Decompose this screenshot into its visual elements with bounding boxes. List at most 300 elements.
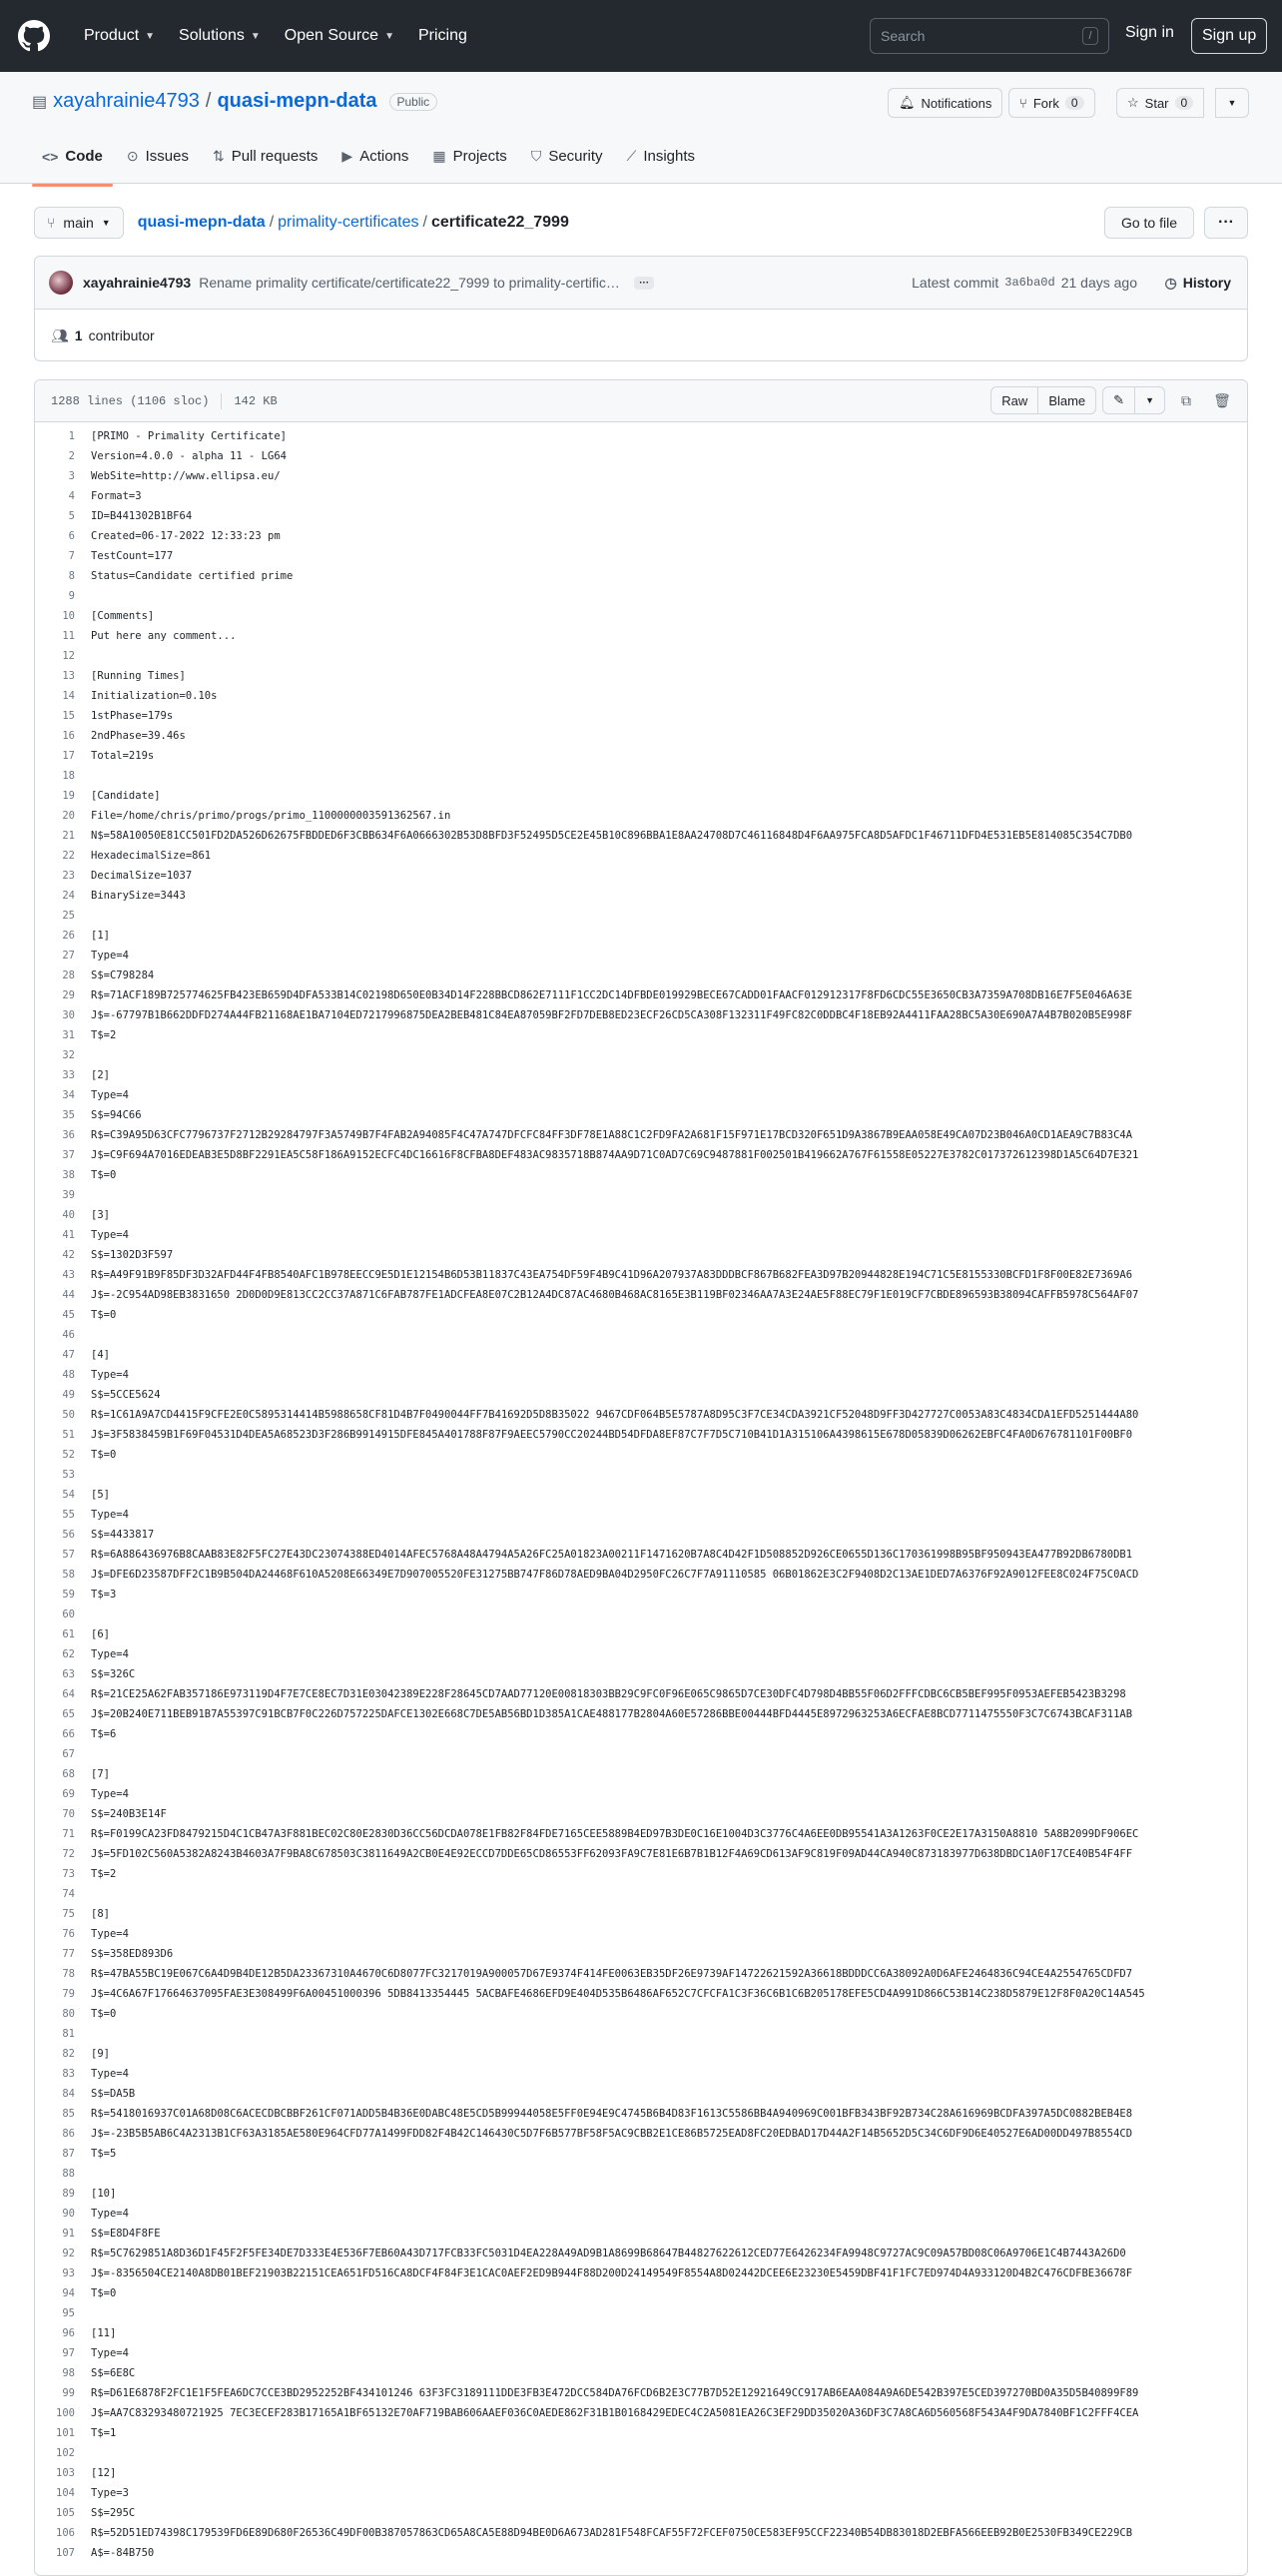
code-line xyxy=(35,1345,1247,1365)
code-line xyxy=(35,946,1247,966)
path-separator: / xyxy=(269,214,275,231)
line-content: [4] xyxy=(91,1349,110,1361)
line-number[interactable]: 106 xyxy=(56,2527,75,2539)
line-number[interactable]: 83 xyxy=(62,2068,75,2080)
line-number[interactable]: 22 xyxy=(62,850,75,862)
line-number[interactable]: 47 xyxy=(62,1349,75,1361)
line-number[interactable]: 84 xyxy=(62,2088,75,2100)
notifications-button[interactable] xyxy=(888,88,1002,118)
fork-count: 0 xyxy=(1065,96,1084,110)
line-number[interactable]: 56 xyxy=(62,1529,75,1541)
code-line xyxy=(35,2403,1247,2423)
line-content: J$=-67797B1B662DDFD274A44FB21168AE1BA7104ED7217996875DEA2BEB481C84EA87059BF2FD7DEB8ED23ECF26CD5CA308F132311F49FC82C0DDBC4F18EB92A4411FAA28BC5A30E690A7A4B7B020B5E998F xyxy=(91,1009,1133,1021)
code-line xyxy=(35,1704,1247,1724)
line-number[interactable]: 67 xyxy=(62,1748,75,1760)
line-content: R$=6A886436976B8CAAB83E82F5FC27E43DC23074388ED4014AFEC5768A48A4794A5A26FC25A01823A00211F1471620B7A8C4D42F1D508852D926CE0655D136C170361998B95BF950943EA477B92DB6780DB1 xyxy=(91,1549,1133,1561)
line-content: [PRIMO - Primality Certificate] xyxy=(91,430,287,442)
line-content: Type=4 xyxy=(91,1369,129,1381)
line-number[interactable]: 98 xyxy=(62,2367,75,2379)
line-content: Type=3 xyxy=(91,2487,129,2499)
line-content: S$=295C xyxy=(91,2507,136,2519)
path-separator: / xyxy=(422,214,427,231)
code-line xyxy=(35,686,1247,706)
code-line xyxy=(35,746,1247,766)
line-number[interactable]: 23 xyxy=(62,870,75,882)
search-input[interactable] xyxy=(881,28,1060,44)
line-content: TestCount=177 xyxy=(91,550,174,562)
code-line xyxy=(35,866,1247,886)
line-number[interactable]: 4 xyxy=(68,490,75,502)
nav-product[interactable] xyxy=(74,19,165,53)
code-line xyxy=(35,1225,1247,1245)
line-number[interactable]: 78 xyxy=(62,1968,75,1980)
code-line xyxy=(35,1984,1247,2004)
line-number[interactable]: 105 xyxy=(56,2507,75,2519)
line-number[interactable]: 43 xyxy=(62,1269,75,1281)
code-line xyxy=(35,1624,1247,1644)
line-content: Type=4 xyxy=(91,2208,129,2220)
code-line xyxy=(35,1924,1247,1944)
tab-security[interactable] xyxy=(521,142,613,175)
tab-projects[interactable] xyxy=(422,142,516,175)
line-number[interactable]: 81 xyxy=(62,2028,75,2040)
line-number[interactable]: 30 xyxy=(62,1009,75,1021)
line-number[interactable]: 52 xyxy=(62,1449,75,1461)
code-line xyxy=(35,1365,1247,1385)
line-number[interactable]: 75 xyxy=(62,1908,75,1920)
line-number[interactable]: 3 xyxy=(68,470,75,482)
more-options-button[interactable]: ··· xyxy=(1204,207,1248,239)
line-number[interactable]: 19 xyxy=(62,790,75,802)
line-number[interactable]: 104 xyxy=(56,2487,75,2499)
edit-dropdown-button[interactable] xyxy=(1135,386,1165,414)
tab-actions[interactable] xyxy=(331,142,418,175)
line-number[interactable]: 51 xyxy=(62,1429,75,1441)
line-number[interactable]: 60 xyxy=(62,1609,75,1620)
line-content: [6] xyxy=(91,1628,110,1640)
edit-group xyxy=(1102,386,1165,414)
line-number[interactable]: 25 xyxy=(62,910,75,922)
line-number[interactable]: 24 xyxy=(62,890,75,902)
line-content: J$=3F5838459B1F69F04531D4DEA5A68523D3F286B9914915DFE845A401788F87F9AEEC5790CC20244BD54DFDA8EF87C7F7D5C710B41D1A315106A4398615E678D05839D06262EBFC4FA0D676781101F00BF0 xyxy=(91,1429,1133,1441)
line-number[interactable]: 64 xyxy=(62,1688,75,1700)
line-number[interactable]: 97 xyxy=(62,2347,75,2359)
line-content: Initialization=0.10s xyxy=(91,690,218,702)
code-line xyxy=(35,1864,1247,1884)
line-content: R$=D61E6878F2FC1E1F5FEA6DC7CCE3BD2952252BF434101246 63F3FC3189111DDE3FB3E472DCC584DA76FCD6B2E3C77B7D52E12921649CC917AB6EAA084A9A6DE542B397E5CED397270BD0A35D5B40899F89 xyxy=(91,2387,1139,2399)
code-line xyxy=(35,666,1247,686)
line-number[interactable]: 15 xyxy=(62,710,75,722)
line-content: Put here any comment... xyxy=(91,630,237,642)
line-content: [5] xyxy=(91,1489,110,1501)
tab-label: Issues xyxy=(145,148,189,165)
line-number[interactable]: 1 xyxy=(68,430,75,442)
line-content: J$=20B240E711BEB91B7A55397C91BCB7F0C226D757225DAFCE1302E668C7DE5AB56BD1D385A1CAE488177B2804A60E57286BBE00444BFD4445E8972963253A6ECFAE8BCD7711475550F3C7C6743BCAF311AB xyxy=(91,1708,1133,1720)
line-content: S$=C798284 xyxy=(91,969,155,981)
line-number[interactable]: 101 xyxy=(56,2427,75,2439)
chevron-down-icon: ▼ xyxy=(1145,395,1154,405)
line-content: DecimalSize=1037 xyxy=(91,870,193,882)
line-number[interactable]: 85 xyxy=(62,2108,75,2120)
code-line xyxy=(35,1005,1247,1025)
line-number[interactable]: 89 xyxy=(62,2188,75,2200)
code-line xyxy=(35,546,1247,566)
line-number[interactable]: 77 xyxy=(62,1948,75,1960)
code-line xyxy=(35,1385,1247,1405)
line-content: J$=DFE6D23587DFF2C1B9B504DA24468F610A5208E66349E7D907005520FE31275BB747F86D78AED9BA04D2950FC26C7F7A91110585 06B01862E3C2F9408D2C13AE1DED7A6376F92A9012FEE8C024F75C0ACD xyxy=(91,1569,1139,1581)
code-line xyxy=(35,1585,1247,1605)
tab-code[interactable] xyxy=(32,142,113,175)
code-line xyxy=(35,1425,1247,1445)
line-number[interactable]: 58 xyxy=(62,1569,75,1581)
code-line xyxy=(35,706,1247,726)
star-label: Star xyxy=(1144,95,1169,111)
line-number[interactable]: 10 xyxy=(62,610,75,622)
line-content: R$=71ACF189B725774625FB423EB659D4DFA533B14C02198D650E0B34D14F228BBCD862E7111F1CC2DC14DFBDE019929BECE67CADD01FAACF012912317F8FD6CDC55E3650CB3A7359A708DB16E7F5E046A63E xyxy=(91,989,1133,1001)
line-content: N$=58A10050E81CC501FD2DA526D62675FBDDED6F3CBB634F6A0666302B53D8BFD3F52495D5CE2E45B10C896BBA1E8AA24708D7C46116848D4F6AA975FCA8D5AFDC1F46711DFD4E531EB5E814085C354C7DB0 xyxy=(91,830,1133,842)
repository-header xyxy=(0,72,1282,184)
line-number[interactable]: 34 xyxy=(62,1089,75,1101)
line-number[interactable]: 107 xyxy=(56,2547,75,2559)
line-content: R$=47BA55BC19E067C6A4D9B4DE12B5DA23367310A4670C6D8077FC3217019A900057D67E9374F414FE0063EB35DF26E9739AF14722621592A36618BDDDCC6A38092A0D6AFE2464836C94CE4A2554765CDFD7 xyxy=(91,1968,1133,1980)
line-number[interactable]: 59 xyxy=(62,1589,75,1601)
code-line xyxy=(35,2383,1247,2403)
line-number[interactable]: 2 xyxy=(68,450,75,462)
line-number[interactable]: 39 xyxy=(62,1189,75,1201)
branch-selector[interactable] xyxy=(34,207,124,239)
code-line xyxy=(35,2164,1247,2184)
code-line xyxy=(35,966,1247,985)
line-content xyxy=(85,1744,91,1764)
line-content: T$=6 xyxy=(91,1728,117,1740)
chevron-down-icon: ▼ xyxy=(1227,98,1237,108)
line-number[interactable]: 94 xyxy=(62,2287,75,2299)
line-number[interactable]: 35 xyxy=(62,1109,75,1121)
breadcrumb xyxy=(138,214,569,232)
contributors-count: 1 xyxy=(74,327,83,343)
line-number[interactable]: 16 xyxy=(62,730,75,742)
path-separator: / xyxy=(205,90,212,112)
nav-label: Product xyxy=(84,27,140,44)
code-line xyxy=(35,586,1247,606)
code-line xyxy=(35,2443,1247,2463)
line-number[interactable]: 26 xyxy=(62,930,75,942)
line-content: R$=5418016937C01A68D08C6ACECDBCBBF261CF071ADD5B4B36E0DABC48E5CD5B99944058E5FF0E94E9C4745B6B4D83F1613C5586BB4A940969C001BFB343BF92B734C28A616969BCDFA397A5DC0882BEB4E8 xyxy=(91,2108,1133,2120)
line-content: S$=240B3E14F xyxy=(91,1808,167,1820)
line-content: R$=5C7629851A8D36D1F45F2F5FE34DE7D333E4E536F7EB60A43D717FCB33FC5031D4EA228A49AD9B1A8699B68647B44827622612CED77E6426234FA9948C9727AC9C09A57BD08C06A9706E1C4B7443A26D0 xyxy=(91,2248,1126,2259)
line-number[interactable]: 61 xyxy=(62,1628,75,1640)
history-icon: ◷ xyxy=(1164,274,1177,291)
line-number[interactable]: 57 xyxy=(62,1549,75,1561)
line-number[interactable]: 28 xyxy=(62,969,75,981)
code-line xyxy=(35,1605,1247,1624)
code-line xyxy=(35,526,1247,546)
search-box[interactable] xyxy=(870,18,1109,54)
line-number[interactable]: 44 xyxy=(62,1289,75,1301)
code-line xyxy=(35,1804,1247,1824)
code-line xyxy=(35,1744,1247,1764)
line-number[interactable]: 82 xyxy=(62,2048,75,2060)
commit-message[interactable]: Rename primality certificate/certificate22_7999 to primality-certific… xyxy=(199,275,620,291)
code-line xyxy=(35,1724,1247,1744)
line-content: Type=4 xyxy=(91,950,129,962)
line-number[interactable]: 63 xyxy=(62,1668,75,1680)
line-content: J$=-23B5B5AB6C4A2313B1CF63A3185AE580E964CFD77A1499FDD82F4B42C146430C5D7F6B577BF58F5AC9CBB2E1CE86B5725EAD8FC20EDBAD17D44A2F14B5652D5C34C6DF9D6E40527E6AD00DD497B8554CD xyxy=(91,2128,1133,2140)
line-number[interactable]: 99 xyxy=(62,2387,75,2399)
line-content xyxy=(85,646,91,666)
people-icon: 👥︎ xyxy=(51,326,69,343)
code-line xyxy=(35,1764,1247,1784)
line-content xyxy=(85,1465,91,1485)
tab-pull-requests[interactable] xyxy=(203,142,327,175)
line-number[interactable]: 8 xyxy=(68,570,75,582)
sign-in-link[interactable]: Sign in xyxy=(1125,24,1174,41)
line-content: S$=94C66 xyxy=(91,1109,142,1121)
line-content: J$=C9F694A7016EDEAB3E5D8BF2291EA5C58F186A9152ECFC4DC16616F8CFBA8DEF483AC9835718B874AA9D71C0AD7C69C9487881F002501B419662A767F61558E05227E3782C017372612398D1A5C64D7E321 xyxy=(91,1149,1139,1161)
commit-author[interactable]: xayahrainie4793 xyxy=(83,275,192,291)
line-content: HexadecimalSize=861 xyxy=(91,850,212,862)
line-content: S$=E8D4F8FE xyxy=(91,2228,161,2240)
code-line xyxy=(35,2543,1247,2563)
copy-icon[interactable]: ⧉ xyxy=(1181,391,1191,408)
code-line xyxy=(35,1684,1247,1704)
code-line xyxy=(35,2483,1247,2503)
line-number[interactable]: 33 xyxy=(62,1069,75,1081)
line-number[interactable]: 7 xyxy=(68,550,75,562)
go-to-file-button[interactable]: Go to file xyxy=(1104,207,1194,239)
line-number[interactable]: 11 xyxy=(62,630,75,642)
line-content xyxy=(85,586,91,606)
line-number[interactable]: 20 xyxy=(62,810,75,822)
tab-label: Projects xyxy=(452,148,507,165)
code-line xyxy=(35,1045,1247,1065)
line-number[interactable]: 102 xyxy=(56,2447,75,2459)
line-content: S$=5CCE5624 xyxy=(91,1389,161,1401)
tab-insights[interactable] xyxy=(617,142,706,175)
chevron-down-icon: ▼ xyxy=(384,30,394,42)
expand-commit-message-button[interactable]: ··· xyxy=(634,277,654,290)
line-number[interactable]: 87 xyxy=(62,2148,75,2160)
line-number[interactable]: 32 xyxy=(62,1049,75,1061)
code-line xyxy=(35,1465,1247,1485)
line-number[interactable]: 66 xyxy=(62,1728,75,1740)
code-line xyxy=(35,1165,1247,1185)
line-number[interactable]: 18 xyxy=(62,770,75,782)
file-header xyxy=(35,380,1247,422)
line-number[interactable]: 69 xyxy=(62,1788,75,1800)
line-number[interactable]: 55 xyxy=(62,1509,75,1521)
line-content: Type=4 xyxy=(91,1509,129,1521)
line-number[interactable]: 13 xyxy=(62,670,75,682)
line-number[interactable]: 46 xyxy=(62,1329,75,1341)
line-number[interactable]: 38 xyxy=(62,1169,75,1181)
edit-file-button[interactable] xyxy=(1102,386,1135,414)
bell-icon: 🔔︎ xyxy=(899,95,916,110)
code-line xyxy=(35,2303,1247,2323)
star-dropdown-button[interactable] xyxy=(1215,88,1249,118)
sign-up-button[interactable]: Sign up xyxy=(1191,18,1267,54)
line-number[interactable]: 40 xyxy=(62,1209,75,1221)
fork-button[interactable] xyxy=(1008,88,1095,118)
code-line xyxy=(35,1664,1247,1684)
code-line xyxy=(35,1824,1247,1844)
code-line xyxy=(35,2263,1247,2283)
code-line xyxy=(35,1305,1247,1325)
line-number[interactable]: 21 xyxy=(62,830,75,842)
contributors-link[interactable] xyxy=(35,310,1247,361)
code-line xyxy=(35,2463,1247,2483)
history-button[interactable] xyxy=(1165,275,1231,292)
file-line-count: 1288 lines (1106 sloc) xyxy=(51,393,210,408)
code-line xyxy=(35,1125,1247,1145)
blame-button[interactable]: Blame xyxy=(1038,386,1096,414)
nav-open-source[interactable] xyxy=(275,19,404,53)
github-logo-icon[interactable] xyxy=(18,20,50,52)
line-content: R$=21CE25A62FAB357186E973119D4F7E7CE8EC7D31E03042389E228F28645CD7AAD77120E00818303BB29C9FC0F96E065C9865D7CE30DFC4D798D4BB55F06D2FFFCDBC6CB5BEF995F0953AEFEB5423B3298 xyxy=(91,1688,1126,1700)
line-number[interactable]: 36 xyxy=(62,1129,75,1141)
line-number[interactable]: 53 xyxy=(62,1469,75,1481)
code-line xyxy=(35,1325,1247,1345)
file-viewer xyxy=(34,379,1248,2576)
line-content: S$=DA5B xyxy=(91,2088,136,2100)
code-line xyxy=(35,1485,1247,1505)
code-line xyxy=(35,1025,1247,1045)
line-content xyxy=(85,766,91,786)
line-number[interactable]: 92 xyxy=(62,2248,75,2259)
chevron-down-icon: ▼ xyxy=(145,30,156,42)
tab-issues[interactable] xyxy=(117,142,199,175)
line-number[interactable]: 45 xyxy=(62,1309,75,1321)
line-number[interactable]: 9 xyxy=(68,590,75,602)
line-number[interactable]: 79 xyxy=(62,1988,75,2000)
code-line xyxy=(35,506,1247,526)
line-number[interactable]: 68 xyxy=(62,1768,75,1780)
fork-icon: ⑂ xyxy=(1019,95,1027,111)
nav-solutions[interactable] xyxy=(169,19,271,53)
line-content: [3] xyxy=(91,1209,110,1221)
code-line xyxy=(35,446,1247,466)
line-content: S$=358ED893D6 xyxy=(91,1948,174,1960)
line-number[interactable]: 49 xyxy=(62,1389,75,1401)
repo-owner-link[interactable]: xayahrainie4793 xyxy=(53,90,200,112)
line-number[interactable]: 88 xyxy=(62,2168,75,2180)
line-number[interactable]: 48 xyxy=(62,1369,75,1381)
line-number[interactable]: 95 xyxy=(62,2307,75,2319)
line-number[interactable]: 29 xyxy=(62,989,75,1001)
code-line xyxy=(35,1265,1247,1285)
line-number[interactable]: 71 xyxy=(62,1828,75,1840)
line-content: Type=4 xyxy=(91,1928,129,1940)
line-number[interactable]: 103 xyxy=(56,2467,75,2479)
code-line xyxy=(35,2363,1247,2383)
line-content: T$=0 xyxy=(91,1449,117,1461)
code-line xyxy=(35,1565,1247,1585)
line-content xyxy=(85,906,91,926)
line-number[interactable]: 100 xyxy=(56,2407,75,2419)
code-line xyxy=(35,2503,1247,2523)
line-content: T$=2 xyxy=(91,1029,117,1041)
code-line xyxy=(35,1065,1247,1085)
line-content: [7] xyxy=(91,1768,110,1780)
branch-icon: ⑂ xyxy=(47,215,56,231)
branch-name: main xyxy=(63,215,94,231)
file-size: 142 KB xyxy=(234,393,278,408)
line-number[interactable]: 90 xyxy=(62,2208,75,2220)
commit-sha-link[interactable]: 3a6ba0d xyxy=(1004,276,1055,290)
code-line xyxy=(35,1405,1247,1425)
line-number[interactable]: 86 xyxy=(62,2128,75,2140)
code-line xyxy=(35,2283,1247,2303)
avatar[interactable] xyxy=(49,271,73,295)
code-line xyxy=(35,1245,1247,1265)
line-number[interactable]: 42 xyxy=(62,1249,75,1261)
line-number[interactable]: 62 xyxy=(62,1648,75,1660)
shield-icon: ⛉ xyxy=(530,148,542,164)
line-number[interactable]: 72 xyxy=(62,1848,75,1860)
line-number[interactable]: 76 xyxy=(62,1928,75,1940)
repo-icon: ▤ xyxy=(32,93,48,111)
line-content: T$=0 xyxy=(91,1309,117,1321)
code-line xyxy=(35,426,1247,446)
line-number[interactable]: 93 xyxy=(62,2267,75,2279)
line-content: S$=1302D3F597 xyxy=(91,1249,174,1261)
line-number[interactable]: 27 xyxy=(62,950,75,962)
nav-label: Solutions xyxy=(179,27,245,44)
line-content: Status=Candidate certified prime xyxy=(91,570,294,582)
line-content xyxy=(85,1325,91,1345)
breadcrumb-repo-link[interactable]: quasi-mepn-data xyxy=(137,214,266,231)
line-number[interactable]: 17 xyxy=(62,750,75,762)
line-number[interactable]: 37 xyxy=(62,1149,75,1161)
trash-icon[interactable]: 🗑︎ xyxy=(1213,391,1231,408)
nav-pricing[interactable] xyxy=(408,19,477,53)
line-number[interactable]: 14 xyxy=(62,690,75,702)
code-line xyxy=(35,2044,1247,2064)
line-number[interactable]: 80 xyxy=(62,2008,75,2020)
repo-tabs xyxy=(32,142,705,175)
line-content: Type=4 xyxy=(91,2068,129,2080)
line-number[interactable]: 70 xyxy=(62,1808,75,1820)
repo-name-link[interactable]: quasi-mepn-data xyxy=(217,90,377,112)
line-number[interactable]: 41 xyxy=(62,1229,75,1241)
line-content: T$=5 xyxy=(91,2148,117,2160)
line-content: [Running Times] xyxy=(91,670,186,682)
line-number[interactable]: 12 xyxy=(62,650,75,662)
raw-button[interactable]: Raw xyxy=(990,386,1038,414)
code-line xyxy=(35,726,1247,746)
breadcrumb-dir-link[interactable]: primality-certificates xyxy=(278,214,419,231)
line-number[interactable]: 96 xyxy=(62,2327,75,2339)
star-button[interactable] xyxy=(1116,88,1204,118)
line-number[interactable]: 91 xyxy=(62,2228,75,2240)
line-number[interactable]: 31 xyxy=(62,1029,75,1041)
divider xyxy=(221,393,222,409)
code-line xyxy=(35,846,1247,866)
line-content: J$=5FD102C560A5382A8243B4603A7F9BA8C678503C3811649A2CB0E4E92ECCD7DDE65CD86553FF62093FA9C7E81E6B7B1B12F4A69CD613AF9C819F09AD44CA940C873183977D638DBDC1A0F17CE40B54F4FF xyxy=(91,1848,1133,1860)
chevron-down-icon: ▼ xyxy=(250,30,261,42)
line-number[interactable]: 54 xyxy=(62,1489,75,1501)
code-line xyxy=(35,1085,1247,1105)
line-content: ID=B441302B1BF64 xyxy=(91,510,193,522)
line-number[interactable]: 65 xyxy=(62,1708,75,1720)
line-number[interactable]: 6 xyxy=(68,530,75,542)
line-number[interactable]: 5 xyxy=(68,510,75,522)
line-number[interactable]: 50 xyxy=(62,1409,75,1421)
line-number[interactable]: 73 xyxy=(62,1868,75,1880)
line-number[interactable]: 74 xyxy=(62,1888,75,1900)
code-line xyxy=(35,1784,1247,1804)
code-line xyxy=(35,2423,1247,2443)
